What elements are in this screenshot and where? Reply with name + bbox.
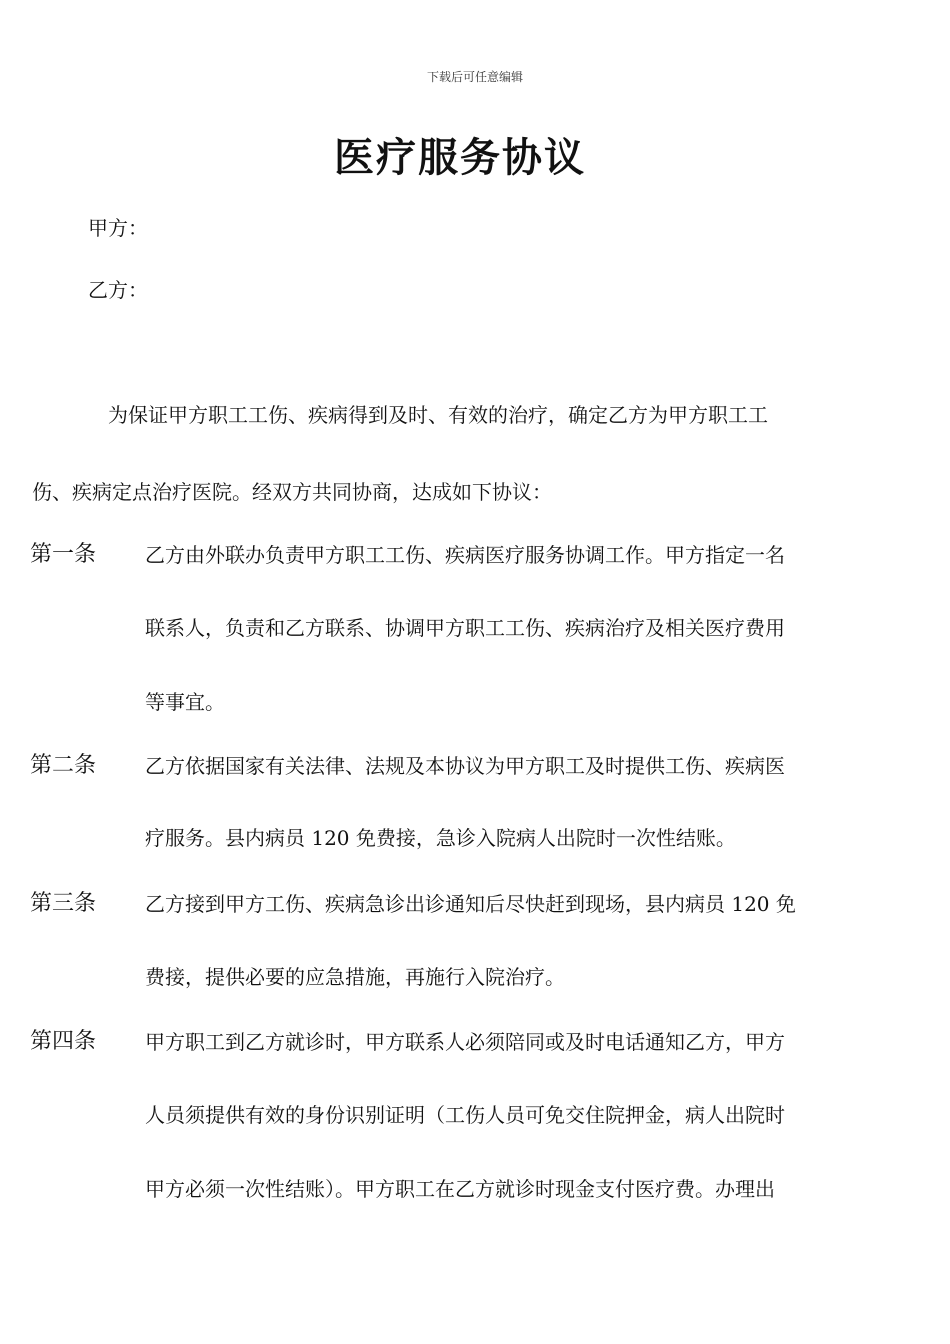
intro-line: 为保证甲方职工工伤、疾病得到及时、有效的治疗，确定乙方为甲方职工工 [108, 403, 768, 427]
article-3-line: 费接，提供必要的应急措施，再施行入院治疗。 [145, 965, 565, 989]
document-title: 医疗服务协议 [334, 134, 586, 181]
article-3-label: 第三条 [30, 891, 97, 916]
article-1-line: 等事宜。 [145, 690, 225, 714]
article-2-label: 第二条 [30, 753, 97, 778]
party-a-label: 甲方： [88, 216, 148, 240]
article-4-line: 人员须提供有效的身份识别证明（工伤人员可免交住院押金，病人出院时 [145, 1103, 785, 1127]
party-b-label: 乙方： [88, 278, 148, 302]
article-3-line: 乙方接到甲方工伤、疾病急诊出诊通知后尽快赶到现场，县内病员 120 免 [145, 892, 796, 916]
article-1-line: 乙方由外联办负责甲方职工工伤、疾病医疗服务协调工作。甲方指定一名 [145, 543, 785, 567]
article-2-line: 乙方依据国家有关法律、法规及本协议为甲方职工及时提供工伤、疾病医 [145, 754, 785, 778]
article-2-line: 疗服务。县内病员 120 免费接，急诊入院病人出院时一次性结账。 [145, 826, 736, 850]
article-1-line: 联系人，负责和乙方联系、协调甲方职工工伤、疾病治疗及相关医疗费用 [145, 616, 785, 640]
intro-line: 伤、疾病定点治疗医院。经双方共同协商，达成如下协议： [32, 480, 552, 504]
article-4-line: 甲方职工到乙方就诊时，甲方联系人必须陪同或及时电话通知乙方，甲方 [145, 1030, 785, 1054]
article-4-line: 甲方必须一次性结账）。甲方职工在乙方就诊时现金支付医疗费。办理出 [145, 1177, 775, 1201]
article-4-label: 第四条 [30, 1029, 97, 1054]
article-1-label: 第一条 [30, 542, 97, 567]
header-note: 下载后可任意编辑 [426, 70, 523, 84]
